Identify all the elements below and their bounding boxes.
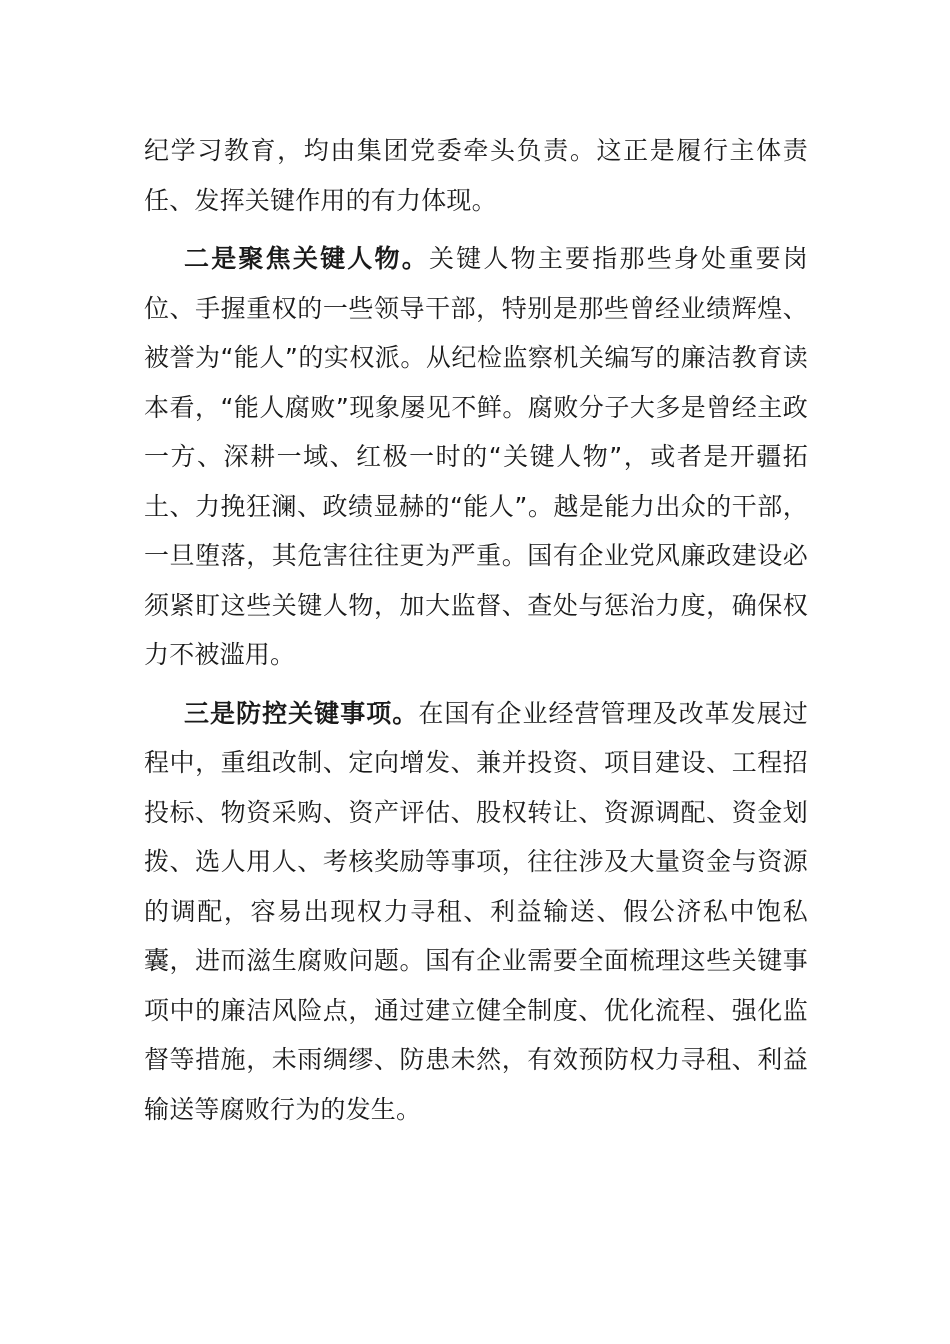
paragraph-heading: 三是防控关键事项。 bbox=[184, 698, 419, 728]
paragraph-key-persons bbox=[144, 234, 808, 680]
document-body bbox=[144, 126, 808, 1134]
paragraph-key-matters bbox=[144, 689, 808, 1135]
paragraph-text: 在国有企业经营管理及改革发展过程中，重组改制、定向增发、兼并投资、项目建设、工程招投标、物资采购、资产评估、股权转让、资源调配、资金划拨、选人用人、考核奖励等事项，往往涉及大量资金与资源的调配，容易出现权力寻租、利益输送、假公济私中饱私囊，进而滋生腐败问题。国有企业需要全面梳理这些关键事项中的廉洁风险点，通过建立健全制度、优化流程、强化监督等措施，未雨绸缪、防患未然，有效预防权力寻租、利益输送等腐败行为的发生。 bbox=[144, 698, 808, 1124]
paragraph-text: 关键人物主要指那些身处重要岗位、手握重权的一些领导干部，特别是那些曾经业绩辉煌、被誉为“能人”的实权派。从纪检监察机关编写的廉洁教育读本看，“能人腐败”现象屡见不鲜。腐败分子大多是曾经主政一方、深耕一域、红极一时的“关键人物”，或者是开疆拓土、力挽狂澜、政绩显赫的“能人”。越是能力出众的干部，一旦堕落，其危害往往更为严重。国有企业党风廉政建设必须紧盯这些关键人物，加大监督、查处与惩治力度，确保权力不被滥用。 bbox=[144, 244, 808, 669]
paragraph-heading: 二是聚焦关键人物。 bbox=[184, 244, 429, 273]
paragraph-continuation bbox=[144, 126, 808, 225]
paragraph-text: 纪学习教育，均由集团党委牵头负责。这正是履行主体责任、发挥关键作用的有力体现。 bbox=[144, 136, 808, 215]
